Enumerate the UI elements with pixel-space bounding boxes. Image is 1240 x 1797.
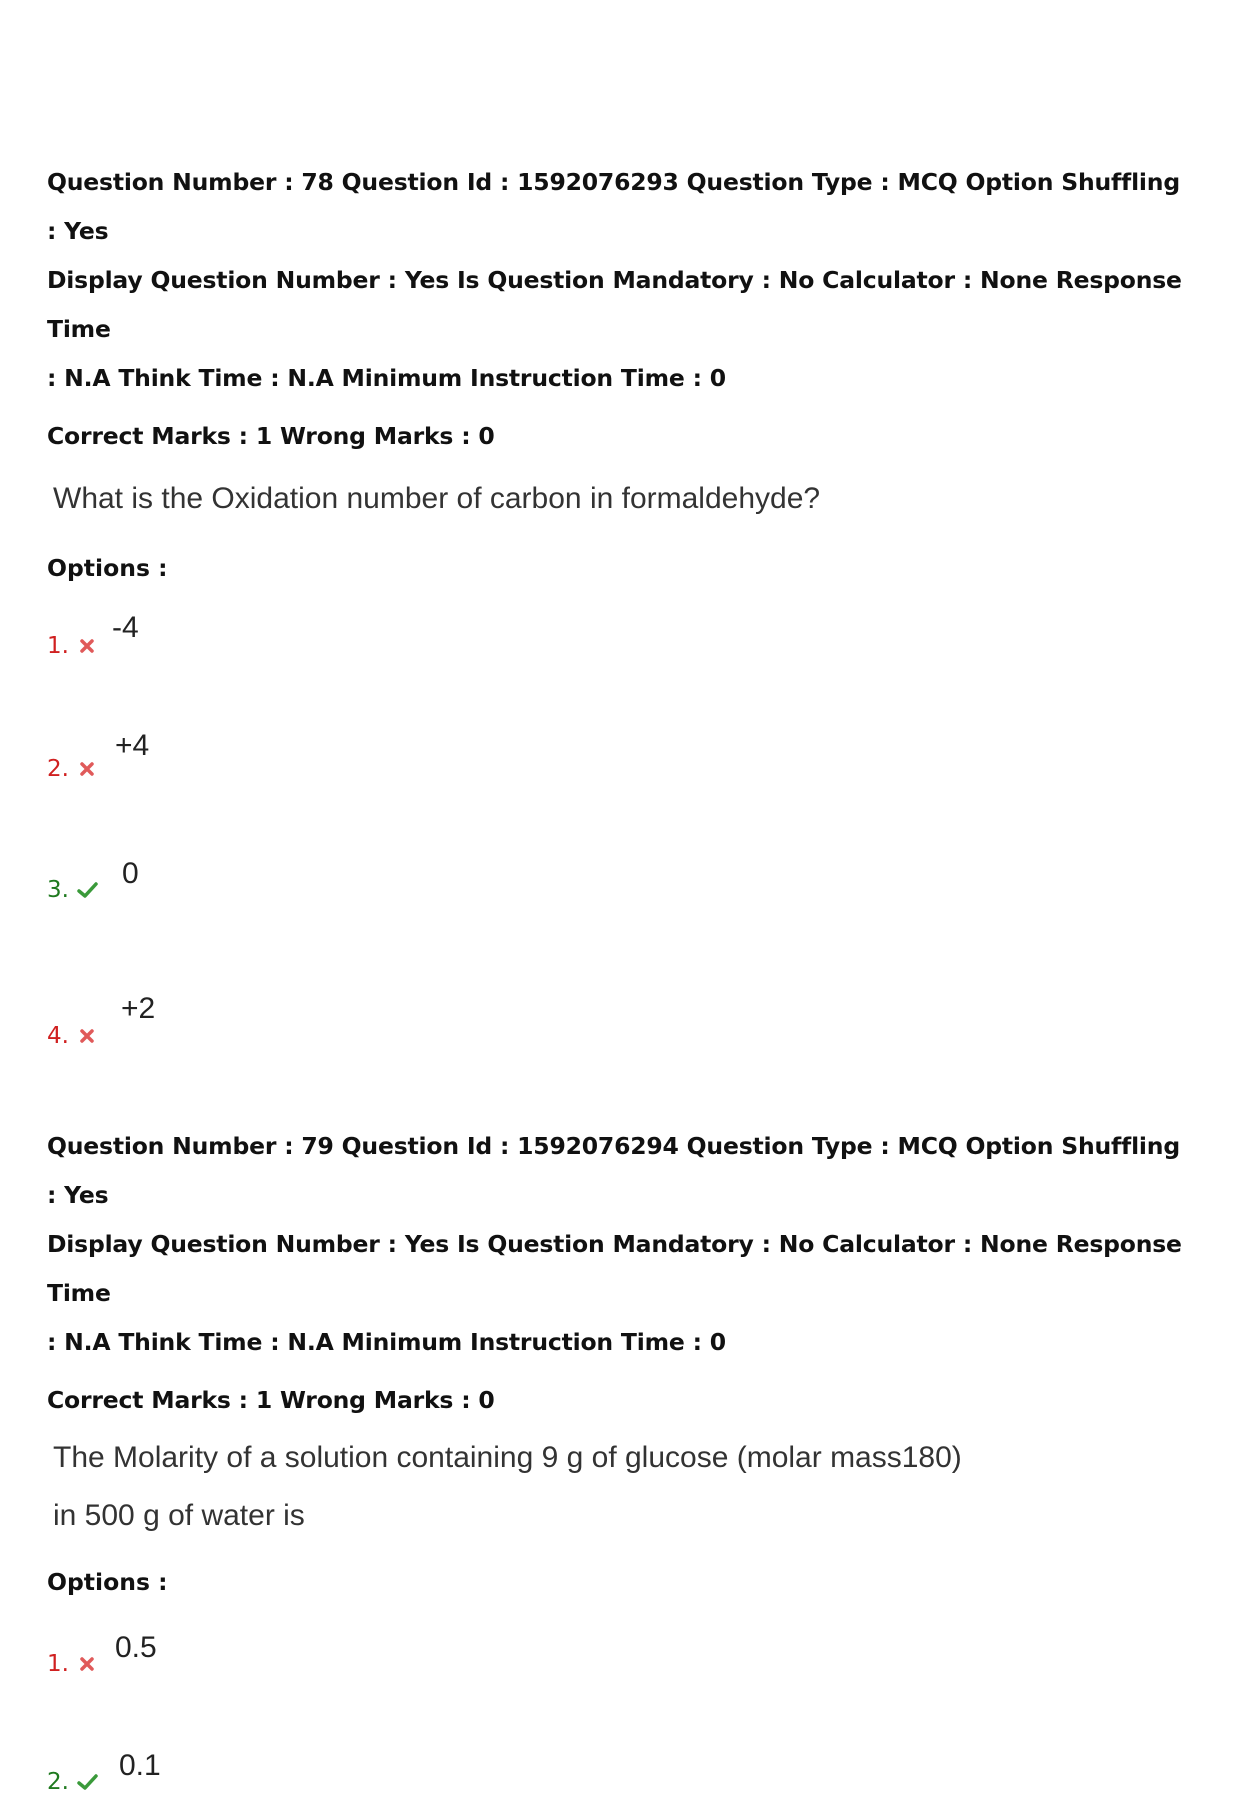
check-icon (76, 1773, 98, 1791)
option-value: -4 (112, 611, 139, 644)
question-meta (47, 158, 1197, 403)
option-value: +4 (115, 729, 150, 762)
option-3 (47, 857, 1197, 905)
option-1 (47, 1631, 1197, 1679)
marks-line: Correct Marks : 1 Wrong Marks : 0 (47, 422, 495, 450)
check-icon (76, 881, 98, 899)
question-meta-line: Question Number : 78 Question Id : 1592076293 Question Type : MCQ Option Shuffling : Yes (47, 168, 1180, 245)
option-number: 1. (47, 1651, 69, 1677)
question-meta (47, 1122, 1197, 1367)
marks-line: Correct Marks : 1 Wrong Marks : 0 (47, 1386, 495, 1414)
cross-icon (76, 1655, 98, 1673)
question-text-line: The Molarity of a solution containing 9 g of glucose (molar mass180) (53, 1441, 962, 1474)
cross-icon (76, 760, 98, 778)
option-4 (47, 992, 1197, 1051)
question-meta-line: Question Number : 79 Question Id : 1592076294 Question Type : MCQ Option Shuffling : Yes (47, 1132, 1180, 1209)
question-meta-line: Display Question Number : Yes Is Question Mandatory : No Calculator : None Response Time (47, 266, 1182, 343)
option-number: 1. (47, 633, 69, 659)
option-value: +2 (121, 992, 156, 1025)
option-2 (47, 1749, 1197, 1797)
option-1 (47, 611, 1197, 661)
question-text (47, 1429, 1197, 1545)
cross-icon (76, 637, 98, 655)
question-block-79 (47, 1122, 1197, 1797)
option-number: 3. (47, 877, 69, 903)
option-number: 2. (47, 1769, 69, 1795)
option-value: 0 (122, 857, 139, 890)
question-text (47, 479, 1197, 519)
question-meta-line: Display Question Number : Yes Is Question Mandatory : No Calculator : None Response Time (47, 1230, 1182, 1307)
question-meta-line: : N.A Think Time : N.A Minimum Instruction Time : 0 (47, 364, 726, 392)
question-text-line: in 500 g of water is (53, 1499, 305, 1532)
question-text-line: What is the Oxidation number of carbon in formaldehyde? (53, 482, 821, 515)
options-label: Options : (47, 554, 168, 582)
question-block-78 (47, 158, 1197, 1051)
options-label: Options : (47, 1568, 168, 1596)
question-meta-line: : N.A Think Time : N.A Minimum Instruction Time : 0 (47, 1328, 726, 1356)
option-number: 4. (47, 1023, 69, 1049)
option-number: 2. (47, 756, 69, 782)
option-value: 0.1 (119, 1749, 161, 1782)
cross-icon (76, 1027, 98, 1045)
option-2 (47, 729, 1197, 784)
option-value: 0.5 (115, 1631, 157, 1664)
